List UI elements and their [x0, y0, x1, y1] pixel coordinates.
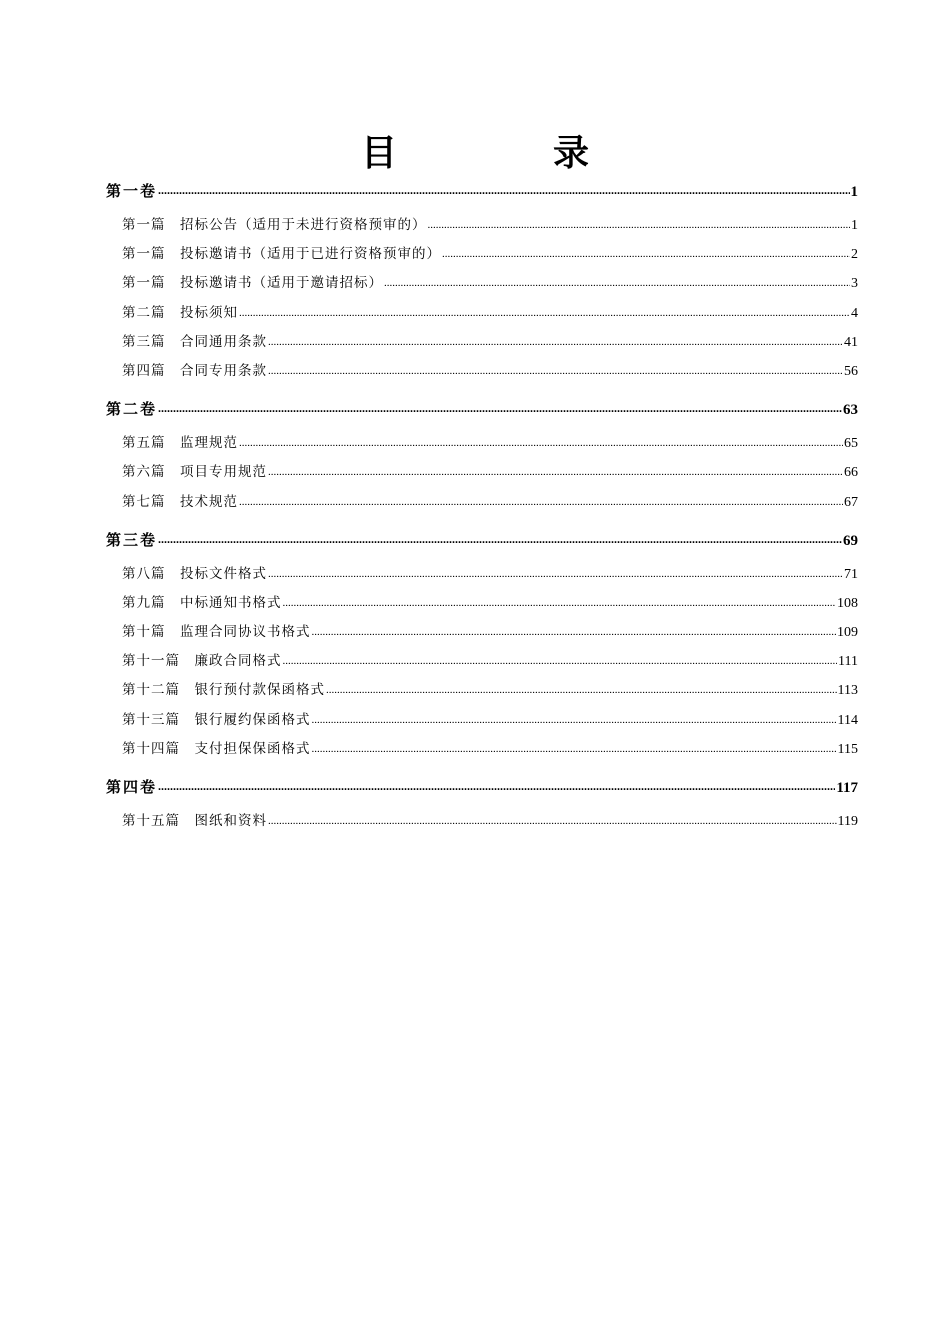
toc-section-entry-label: 第十四篇 支付担保保函格式	[122, 740, 311, 757]
toc-volume-entry-label: 第一卷	[106, 182, 158, 200]
dot-leader	[268, 332, 843, 346]
toc-section-entry[interactable]	[106, 591, 858, 620]
toc-section-entry[interactable]	[106, 431, 858, 460]
toc-section-entry-label: 第一篇 投标邀请书（适用于邀请招标）	[122, 275, 383, 292]
toc-section-entry-page-number: 1	[851, 218, 858, 233]
dot-leader	[268, 462, 843, 476]
toc-volume-entry[interactable]	[106, 394, 858, 427]
toc-section-entry[interactable]	[106, 301, 858, 330]
dot-leader	[442, 244, 850, 258]
toc-volume-entry-page-number: 69	[843, 532, 858, 549]
toc-volume-entry[interactable]	[106, 525, 858, 558]
toc-section-entry-page-number: 111	[838, 654, 858, 670]
toc-section-entry-label: 第三篇 合同通用条款	[122, 333, 267, 350]
toc-section-entry[interactable]	[106, 490, 858, 519]
toc-volume-entry-page-number: 1	[850, 184, 858, 200]
toc-section-entry-label: 第四篇 合同专用条款	[122, 362, 267, 379]
toc-section-entry-page-number: 56	[844, 363, 858, 379]
toc-section-entry-label: 第十一篇 廉政合同格式	[122, 653, 282, 670]
toc-section-entry-label: 第十三篇 银行履约保函格式	[122, 711, 311, 728]
toc-section-entry-page-number: 71	[844, 566, 858, 582]
dot-leader	[158, 181, 849, 196]
toc-section-entry[interactable]	[106, 620, 858, 649]
dot-leader	[283, 651, 838, 665]
dot-leader	[158, 399, 842, 414]
toc-volume-entry[interactable]	[106, 176, 858, 209]
page-title: 目 录	[360, 133, 649, 174]
toc-section-entry-page-number: 109	[837, 625, 858, 641]
dot-leader	[268, 564, 843, 578]
toc-section-entry-label: 第十五篇 图纸和资料	[122, 813, 267, 829]
toc-section-entry-label: 第五篇 监理规范	[122, 435, 238, 452]
toc-section-entry-page-number: 114	[837, 712, 858, 728]
dot-leader	[158, 530, 842, 545]
toc-section-entry[interactable]	[106, 737, 858, 766]
toc-section-entry-label: 第一篇 招标公告（适用于未进行资格预审的）	[122, 217, 427, 233]
toc-section-entry[interactable]	[106, 359, 858, 388]
toc-section-entry-label: 第十篇 监理合同协议书格式	[122, 624, 311, 641]
toc-volume-entry-label: 第三卷	[106, 530, 158, 549]
toc-volume-entry[interactable]	[106, 772, 858, 805]
toc-section-entry-label: 第二篇 投标须知	[122, 304, 238, 321]
toc-section-entry[interactable]	[106, 708, 858, 737]
toc-section-entry-page-number: 3	[851, 276, 858, 292]
toc-section-entry[interactable]	[106, 242, 858, 271]
toc-section-entry[interactable]	[106, 330, 858, 359]
toc-section-entry[interactable]	[106, 678, 858, 707]
dot-leader	[312, 710, 837, 724]
toc-section-entry[interactable]	[106, 213, 858, 242]
toc-section-entry[interactable]	[106, 271, 858, 300]
dot-leader	[239, 303, 850, 317]
toc-section-entry-label: 第七篇 技术规范	[122, 493, 238, 510]
toc-volume-entry-page-number: 63	[843, 402, 858, 419]
toc-section-entry[interactable]	[106, 562, 858, 591]
dot-leader	[283, 593, 837, 607]
dot-leader	[428, 215, 851, 229]
dot-leader	[312, 622, 837, 636]
toc-section-entry-label: 第八篇 投标文件格式	[122, 565, 267, 582]
dot-leader	[239, 433, 843, 447]
toc-section-entry-page-number: 113	[837, 683, 858, 699]
toc-section-entry-label: 第一篇 投标邀请书（适用于已进行资格预审的）	[122, 246, 441, 263]
dot-leader	[268, 361, 843, 375]
toc-section-entry-label: 第十二篇 银行预付款保函格式	[122, 682, 325, 699]
dot-leader	[268, 811, 837, 825]
dot-leader	[326, 680, 837, 694]
toc-section-entry-page-number: 4	[851, 305, 858, 321]
toc-volume-entry-label: 第二卷	[106, 400, 158, 419]
toc-section-entry-page-number: 108	[837, 595, 858, 611]
toc-section-entry-page-number: 115	[837, 741, 858, 757]
dot-leader	[158, 777, 835, 792]
dot-leader	[239, 492, 843, 506]
toc-section-entry-page-number: 2	[851, 247, 858, 263]
toc-section-entry[interactable]	[106, 809, 858, 838]
toc-section-entry-page-number: 67	[844, 494, 858, 510]
toc-section-entry-page-number: 119	[837, 814, 858, 829]
dot-leader	[312, 739, 837, 753]
toc-section-entry-label: 第九篇 中标通知书格式	[122, 594, 282, 611]
toc-volume-entry-label: 第四卷	[106, 778, 158, 796]
toc-section-entry-page-number: 66	[844, 465, 858, 481]
toc-section-entry[interactable]	[106, 460, 858, 489]
toc-volume-entry-page-number: 117	[836, 780, 858, 796]
toc-section-entry-label: 第六篇 项目专用规范	[122, 464, 267, 481]
toc-section-entry-page-number: 65	[844, 436, 858, 452]
dot-leader	[384, 273, 850, 287]
table-of-contents	[106, 176, 858, 838]
toc-section-entry[interactable]	[106, 649, 858, 678]
toc-section-entry-page-number: 41	[844, 334, 858, 350]
